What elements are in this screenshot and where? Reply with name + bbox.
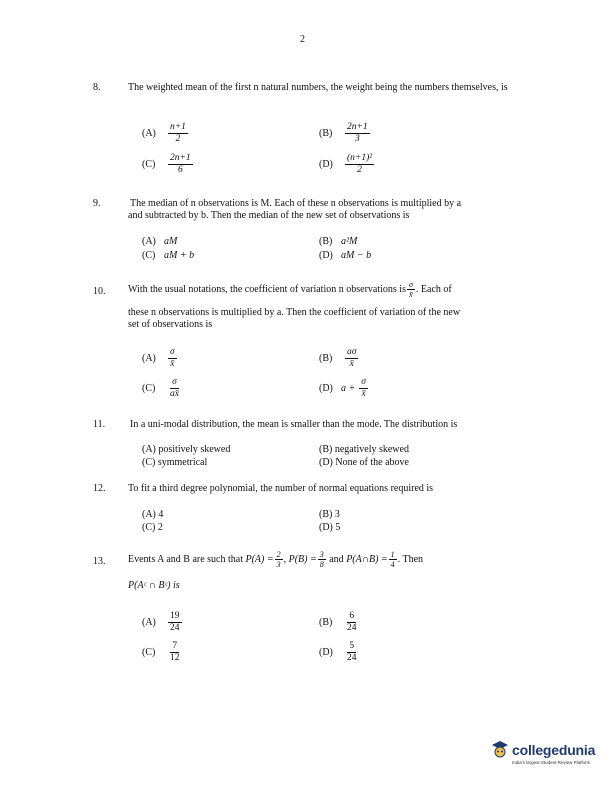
brand-tagline: India's largest Student Review Platform <box>512 760 591 765</box>
option-a: (A) $\frac{n+1}{2}$ <box>142 122 186 144</box>
question-number: 11. <box>93 419 106 430</box>
question-number: 8. <box>93 82 101 93</box>
question-number: 9. <box>93 198 101 209</box>
option-d: (D) $\frac{\text{(n+1)²}}{2}$ <box>319 153 373 175</box>
graduation-cap-icon <box>492 740 508 758</box>
question-text: these n observations is multiplied by a. Then the coefficient of variation of the new <box>128 307 461 318</box>
option-d: (D) 5 <box>319 522 341 533</box>
option-d: (D) None of the above <box>319 457 409 468</box>
question-text: set of observations is <box>128 319 213 330</box>
question-text: P(Aᶜ ∩ Bᶜ) is <box>128 580 180 591</box>
option-a: (A) aM <box>142 236 178 247</box>
option-b: (B) $\frac{a\sigma}{x̄}$ <box>319 347 357 369</box>
option-d: (D) $\frac{5}{24}$ <box>319 641 357 663</box>
question-text: In a uni-modal distribution, the mean is smaller than the mode. The distribution is <box>130 419 458 430</box>
page-number: 2 <box>300 34 305 45</box>
option-b: (B) $\frac{6}{24}$ <box>319 611 357 633</box>
option-a: (A) $\frac{\sigma}{x̄}$ <box>142 347 175 369</box>
option-c: (C) symmetrical <box>142 457 208 468</box>
option-d: (D) a + $\frac{\sigma}{x̄}$ <box>319 377 366 399</box>
question-text: The weighted mean of the first n natural numbers, the weight being the numbers themselves, is <box>128 82 508 93</box>
option-b: (B) negatively skewed <box>319 444 409 455</box>
option-a: (A) positively skewed <box>142 444 231 455</box>
option-c: (C) 2 <box>142 522 163 533</box>
option-c: (C) aM + b <box>142 250 195 261</box>
option-c: (C) $\frac{7}{12}$ <box>142 641 180 663</box>
option-a: (A) 4 <box>142 509 164 520</box>
question-number: 12. <box>93 483 106 494</box>
option-b: (B) a²M <box>319 236 358 247</box>
brand-logo[interactable]: collegedunia <box>512 742 596 758</box>
question-text: Events A and B are such that P(A) = $\frac{2}{3}$ , P(B) = $\frac{3}{8}$ and P(A∩B) = $\frac{1}{4}$ . Then <box>128 550 424 570</box>
question-number: 10. <box>93 286 106 297</box>
option-b: (B) $\frac{2n+1}{3}$ <box>319 122 368 144</box>
option-d: (D) aM − b <box>319 250 372 261</box>
question-text: With the usual notations, the coefficient of variation n observations is $\frac{\sigma}{x̄}$ . Each of <box>128 280 452 300</box>
option-c: (C) $\frac{\sigma}{ax̄}$ <box>142 377 179 399</box>
question-text: To fit a third degree polynomial, the number of normal equations required is <box>128 483 434 494</box>
option-b: (B) 3 <box>319 509 340 520</box>
option-a: (A) $\frac{19}{24}$ <box>142 611 180 633</box>
option-c: (C) $\frac{2n+1}{6}$ <box>142 153 191 175</box>
question-text: The median of n observations is M. Each of these n observations is multiplied by a <box>130 198 462 209</box>
question-number: 13. <box>93 556 106 567</box>
question-text: and subtracted by b. Then the median of the new set of observations is <box>128 210 410 221</box>
